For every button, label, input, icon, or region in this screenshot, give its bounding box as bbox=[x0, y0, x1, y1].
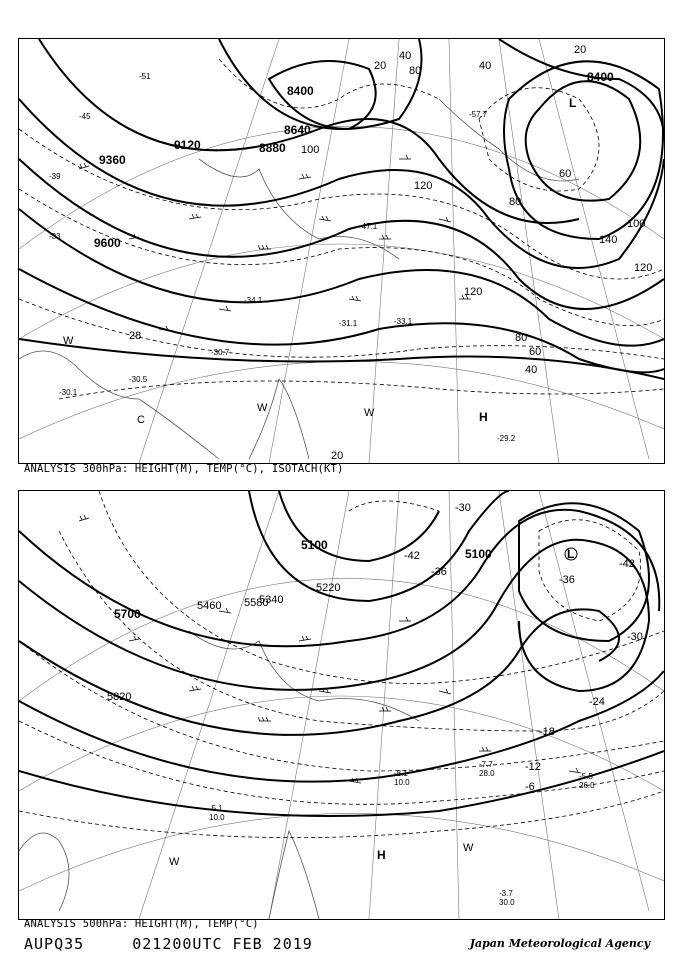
height-label-5100: 5100 bbox=[301, 538, 328, 552]
isotach-label: 100 bbox=[301, 144, 320, 156]
isotach-label: 80 bbox=[409, 65, 422, 77]
height-label-5100-east: 5100 bbox=[465, 547, 492, 561]
obs-temp: -5.1 bbox=[209, 804, 223, 813]
height-label-5220: 5220 bbox=[316, 582, 341, 594]
temp-label: -45 bbox=[79, 112, 91, 121]
high-pressure-mark: H bbox=[377, 848, 386, 862]
graticule bbox=[19, 39, 664, 463]
isotach-label: 20 bbox=[574, 44, 587, 56]
height-label-5700: 5700 bbox=[114, 607, 141, 621]
isotach-label: 120 bbox=[464, 286, 483, 298]
temp-label: -18 bbox=[539, 726, 555, 738]
isotach-label: 60 bbox=[559, 168, 572, 180]
low-pressure-mark: L bbox=[567, 547, 575, 561]
height-label-8400: 8400 bbox=[287, 84, 314, 98]
obs-dewpoint: 28.0 bbox=[479, 769, 495, 778]
analysis-300hpa-map bbox=[18, 38, 665, 464]
obs-dewpoint: 26.0 bbox=[579, 781, 595, 790]
isotach-label: 20 bbox=[374, 60, 387, 72]
isotach-label: 40 bbox=[525, 364, 538, 376]
temp-label: -29.2 bbox=[497, 434, 516, 443]
height-contours bbox=[19, 491, 664, 816]
temp-label: -51 bbox=[139, 72, 151, 81]
temp-label: -36 bbox=[431, 566, 447, 578]
isotach-label: 80 bbox=[515, 332, 528, 344]
chart-code: AUPQ35 bbox=[24, 935, 85, 953]
obs-temp: -7.7 bbox=[479, 760, 493, 769]
temp-label: -42 bbox=[619, 558, 635, 570]
isotach-label: 40 bbox=[399, 50, 412, 62]
isotach-label: 120 bbox=[414, 180, 433, 192]
temp-label: -31.1 bbox=[339, 319, 358, 328]
temp-label: -30 bbox=[627, 631, 643, 643]
analysis-500hpa-map bbox=[18, 490, 665, 920]
obs-dewpoint: 10.0 bbox=[209, 813, 225, 822]
caption-300hpa: ANALYSIS 300hPa: HEIGHT(M), TEMP(°C), ISOTACH(KT) bbox=[24, 463, 344, 475]
height-label-5460: 5460 bbox=[197, 600, 222, 612]
isotach-label: 80 bbox=[509, 196, 522, 208]
height-label-5820: 5820 bbox=[107, 691, 132, 703]
chart-footer bbox=[24, 935, 313, 953]
isotach-label: 20 bbox=[331, 450, 344, 462]
temp-label: -6 bbox=[525, 781, 535, 793]
height-label-9120: 9120 bbox=[174, 138, 201, 152]
height-label-8640: 8640 bbox=[284, 123, 311, 137]
temp-label: -30.5 bbox=[129, 375, 148, 384]
warm-mark: W bbox=[364, 407, 375, 419]
obs-temp: -8.1 bbox=[394, 769, 408, 778]
height-label-8400-east: 8400 bbox=[587, 70, 614, 84]
temp-label: -30 bbox=[455, 502, 471, 514]
height-contours bbox=[19, 39, 664, 379]
warm-mark: W bbox=[63, 335, 74, 347]
temp-label: -34.1 bbox=[244, 296, 263, 305]
temp-label: -47.1 bbox=[359, 222, 378, 231]
temp-label: -57.7 bbox=[469, 110, 488, 119]
temp-label: -36 bbox=[559, 574, 575, 586]
map-500hpa-svg bbox=[19, 491, 664, 919]
isotach-label: 120 bbox=[634, 262, 653, 274]
obs-dewpoint: 30.0 bbox=[499, 898, 515, 907]
agency-name: Japan Meteorological Agency bbox=[469, 937, 650, 950]
high-pressure-mark: H bbox=[479, 410, 488, 424]
warm-mark: W bbox=[463, 842, 474, 854]
map-300hpa-svg bbox=[19, 39, 664, 463]
isotach-label: 40 bbox=[479, 60, 492, 72]
isotherms bbox=[19, 491, 664, 838]
obs-temp: -3.7 bbox=[499, 889, 513, 898]
temp-label: -24 bbox=[589, 696, 605, 708]
temp-label: -33 bbox=[49, 232, 61, 241]
obs-temp: -5.5 bbox=[579, 772, 593, 781]
height-label-8880: 8880 bbox=[259, 141, 286, 155]
warm-mark: W bbox=[169, 856, 180, 868]
obs-dewpoint: 10.0 bbox=[394, 778, 410, 787]
chart-datetime: 021200UTC FEB 2019 bbox=[132, 935, 313, 953]
temp-label: -42 bbox=[404, 550, 420, 562]
temp-label: -12 bbox=[525, 761, 541, 773]
low-pressure-mark: L bbox=[569, 96, 577, 110]
isotach-label: 100 bbox=[627, 218, 646, 230]
height-label-9360: 9360 bbox=[99, 153, 126, 167]
temp-label: -30.7 bbox=[211, 348, 230, 357]
temp-label: -33.1 bbox=[394, 317, 413, 326]
cold-mark: C bbox=[137, 414, 145, 426]
caption-500hpa: ANALYSIS 500hPa: HEIGHT(M), TEMP(°C) bbox=[24, 918, 259, 930]
isotach-label: 28 bbox=[129, 330, 142, 342]
wind-barbs bbox=[79, 155, 471, 331]
height-label-5340: 5340 bbox=[259, 594, 284, 606]
temp-label: -39 bbox=[49, 172, 61, 181]
height-label-9600: 9600 bbox=[94, 236, 121, 250]
isotach-label: 60 bbox=[529, 346, 542, 358]
temp-label: -30.1 bbox=[59, 388, 78, 397]
isotach-label: 140 bbox=[599, 234, 618, 246]
warm-mark: W bbox=[257, 402, 268, 414]
height-label-5580: 5580 bbox=[244, 597, 269, 609]
